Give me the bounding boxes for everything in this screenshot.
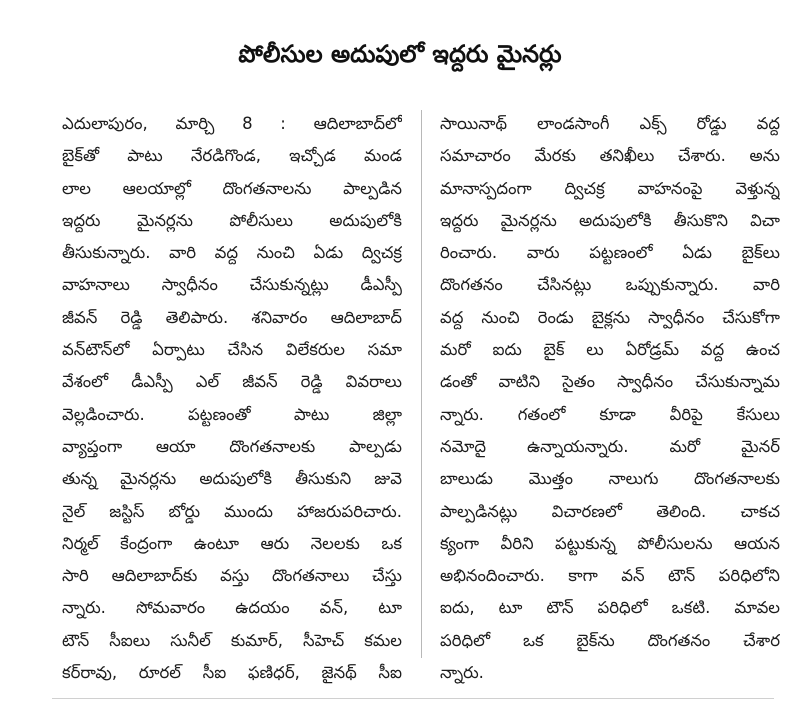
left-column bbox=[62, 108, 402, 689]
right-line-5: రించారు. వారు పట్టణంలో ఏడు బైక్‌లు bbox=[440, 243, 780, 263]
right-line-18: న్నారు. bbox=[440, 663, 484, 683]
left-line-1: ఎదులాపురం, మార్చి 8 : ఆదిలాబాద్‌లో bbox=[62, 114, 402, 133]
right-line-2: సమాచారం మేరకు తనిఖీలు చేశారు. అను bbox=[440, 146, 780, 166]
left-line-10: వెల్లడించారు. పట్టణంతో పాటు జిల్లా bbox=[62, 404, 402, 424]
column-divider bbox=[421, 110, 422, 658]
left-line-15: సారి ఆదిలాబాద్‌కు వస్తు దొంగతనాలు చేస్తు bbox=[62, 566, 402, 586]
left-line-5: తీసుకున్నారు. వారి వద్ద నుంచి ఏడు ద్విచక్ర bbox=[62, 243, 402, 263]
left-line-2: బైక్‌తో పాటు నేరడిగొండ, ఇచ్చోడ మండ bbox=[62, 146, 402, 166]
right-line-4: ఇద్దరు మైనర్లను అదుపులోకి తీసుకొని విచా bbox=[440, 210, 780, 230]
right-line-12: బాలుడు మొత్తం నాలుగు దొంగతనాలకు bbox=[440, 469, 780, 489]
right-line-9: డంతో వాటిని సైతం స్వాధీనం చేసుకున్నామ bbox=[440, 372, 780, 392]
article-headline: పోలీసుల అదుపులో ఇద్దరు మైనర్లు bbox=[238, 40, 562, 68]
article-body bbox=[62, 108, 780, 683]
right-line-10: న్నారు. గతంలో కూడా వీరిపై కేసులు bbox=[440, 404, 780, 424]
left-line-16: న్నారు. సోమవారం ఉదయం వన్, టూ bbox=[62, 598, 402, 618]
left-line-3: లాల ఆలయాల్లో దొంగతనాలను పాల్పడిన bbox=[62, 178, 402, 198]
left-line-13: నైల్ జస్టిస్ బోర్డు ముందు హాజరుపరిచారు. bbox=[62, 501, 402, 521]
bottom-rule bbox=[52, 698, 774, 699]
right-line-7: వద్ద నుంచి రెండు బైక్లను స్వాధీనం చేసుకోగా bbox=[440, 307, 780, 327]
right-line-14: క్యంగా వీరిని పట్టుకున్న పోలీసులను ఆయన bbox=[440, 533, 780, 553]
left-line-8: వన్‌టౌన్‌లో ఏర్పాటు చేసిన విలేకరుల సమా bbox=[62, 340, 402, 360]
right-line-17: పరిధిలో ఒక బైక్‌ను దొంగతనం చేశార bbox=[440, 630, 780, 650]
left-line-4: ఇద్దరు మైనర్లను పోలీసులు అదుపులోకి bbox=[62, 210, 402, 230]
left-line-9: వేశంలో డీఎస్పీ ఎల్ జీవన్ రెడ్డి వివరాలు bbox=[62, 372, 402, 392]
right-line-15: అభినందించారు. కాగా వన్ టౌన్ పరిధిలోని bbox=[440, 566, 780, 586]
left-line-7: జీవన్ రెడ్డి తెలిపారు. శనివారం ఆదిలాబాద్ bbox=[62, 307, 402, 327]
left-line-11: వ్యాప్తంగా ఆయా దొంగతనాలకు పాల్పడు bbox=[62, 436, 402, 456]
right-line-1: సాయినాథ్ లాండసాంగీ ఎక్స్ రోడ్డు వద్ద bbox=[440, 114, 780, 133]
right-line-6: దొంగతనం చేసినట్లు ఒప్పుకున్నారు. వారి bbox=[440, 275, 780, 295]
right-line-11: నమోదై ఉన్నాయన్నారు. మరో మైనర్ bbox=[440, 436, 780, 456]
left-line-6: వాహనాలు స్వాధీనం చేసుకున్నట్లు డీఎస్పీ bbox=[62, 275, 402, 295]
right-line-13: పాల్పడినట్లు విచారణలో తెలింది. చాకచ bbox=[440, 501, 780, 521]
left-line-14: నిర్మల్ కేంద్రంగా ఉంటూ ఆరు నెలలకు ఒక bbox=[62, 533, 402, 553]
right-line-8: మరో ఐదు బైక్ లు ఏరోడ్రమ్ వద్ద ఉంచ bbox=[440, 340, 780, 360]
right-line-16: ఐదు, టూ టౌన్ పరిధిలో ఒకటి. మావల bbox=[440, 598, 780, 618]
left-line-12: తున్న మైనర్లను అదుపులోకి తీసుకుని జువె bbox=[62, 469, 402, 489]
left-line-18: కర్‌రావు, రూరల్ సీఐ ఫణిధర్, జైనథ్ సీఐ bbox=[62, 663, 402, 683]
right-column bbox=[440, 108, 780, 689]
left-line-17: టౌన్ సీఐలు సునీల్ కుమార్, సీహెచ్ కమల bbox=[62, 630, 402, 650]
right-line-3: మానాస్పదంగా ద్విచక్ర వాహనంపై వెళ్తున్న bbox=[440, 178, 780, 198]
